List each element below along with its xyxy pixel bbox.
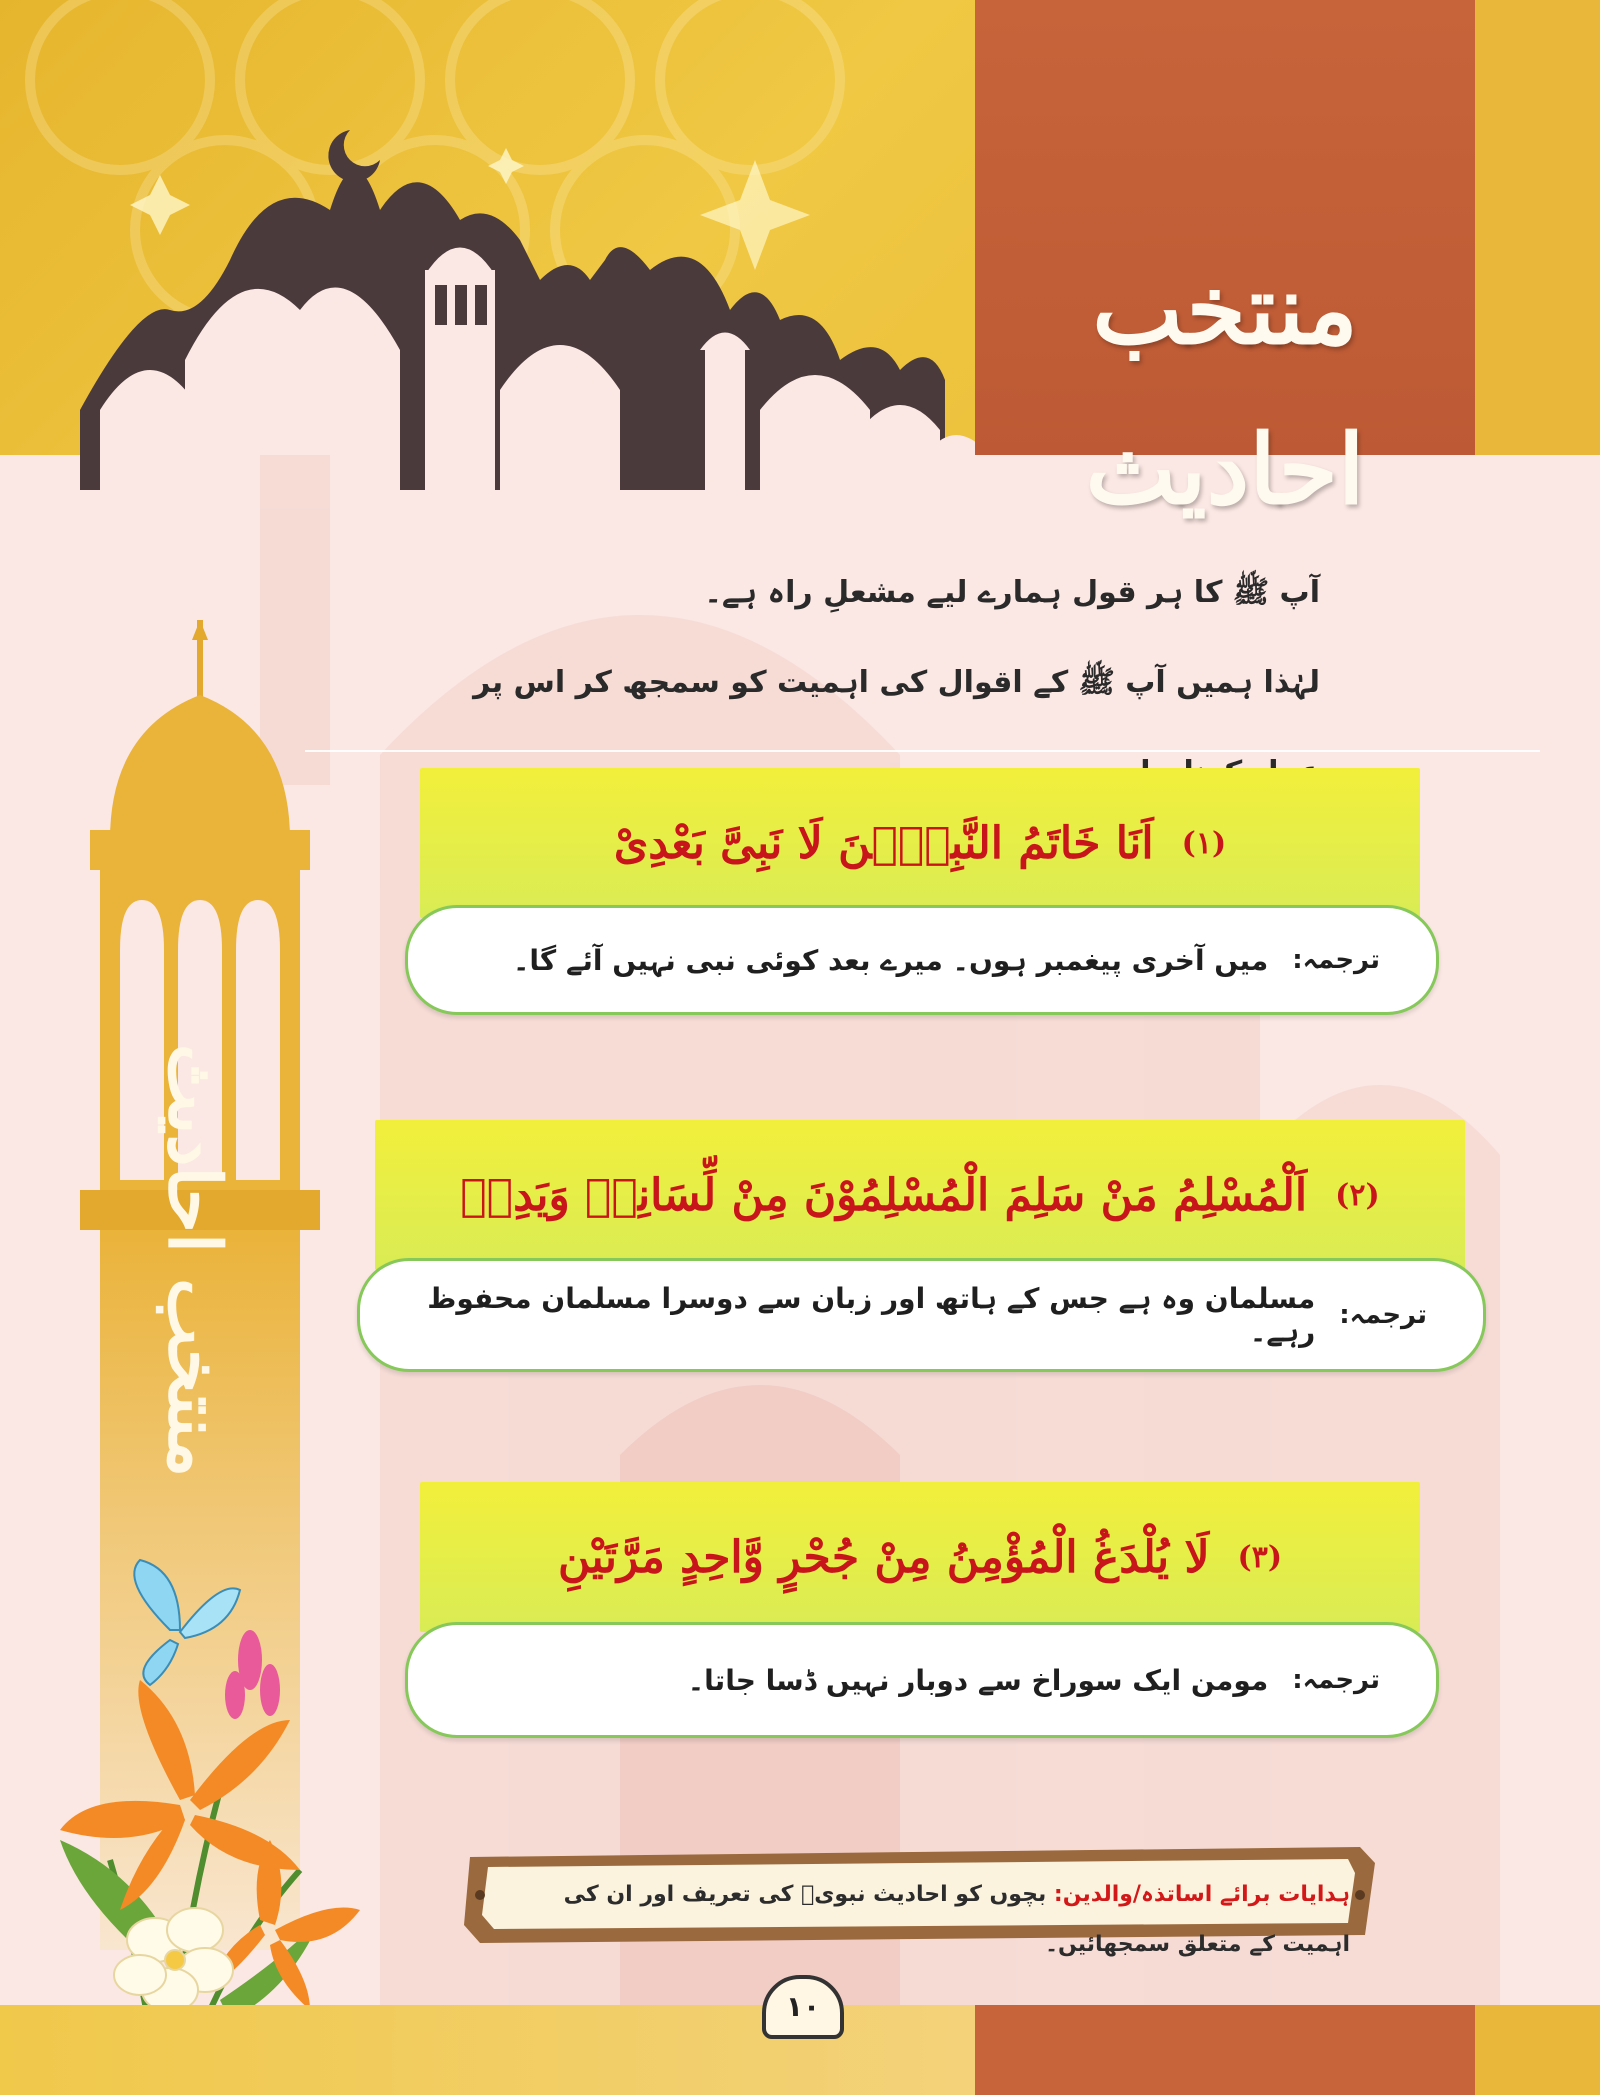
butterfly-icon [134,1560,240,1685]
instructions-text [500,1870,1350,1957]
hadith-number-1: (۱) [1181,825,1227,861]
crescent-icon [328,130,380,182]
translation-text-3: مومن ایک سوراخ سے دوبار نہیں ڈسا جاتا۔ [687,1663,1269,1697]
translation-text-2: مسلمان وہ ہے جس کے ہاتھ اور زبان سے دوسرا مسلمان محفوظ رہے۔ [427,1282,1316,1348]
instructions-label: ہدایات برائے اساتذہ/والدین: [1053,1882,1350,1907]
translation-text-1: میں آخری پیغمبر ہوں۔ میرے بعد کوئی نبی نہیں آئے گا۔ [513,943,1269,977]
hadith-arabic-1 [420,768,1420,918]
footer-right-band [1475,2005,1600,2095]
side-banner-text: منتخب احادیث [152,1043,238,1477]
side-banner-title [95,1043,295,1477]
title-strip [1475,0,1600,455]
hadith-text-1: اَنَا خَاتَمُ النَّبِیّٖنَ لَا نَبِیَّ بَعْدِیْ [613,817,1154,869]
translation-label-2: ترجمہ: [1339,1300,1427,1330]
translation-box-1 [405,905,1439,1015]
hadith-text-2: اَلْمُسْلِمُ مَنْ سَلِمَ الْمُسْلِمُوْنَ مِنْ لِّسَانِهٖ وَيَدِهٖ [460,1169,1308,1221]
hadith-number-2: (۲) [1335,1177,1380,1213]
hadith-text-3: لَا يُلْدَغُ الْمُؤْمِنُ مِنْ جُحْرٍ وَّاحِدٍ مَرَّتَيْنِ [557,1531,1210,1583]
translation-label-3: ترجمہ: [1292,1665,1380,1695]
instructions-body: بچوں کو احادیث نبویؐ کی تعریف اور ان کی اہمیت کے متعلق سمجھائیں۔ [563,1882,1350,1957]
intro-line-1: آپ ﷺ کا ہر قول ہمارے لیے مشعلِ راہ ہے۔ [704,575,1320,610]
divider [305,750,1540,752]
page-title: منتخب احادیث [1085,253,1365,526]
translation-label-1: ترجمہ: [1292,945,1380,975]
hadith-arabic-2 [375,1120,1465,1270]
page-number: ۱۰ [762,1975,844,2039]
translation-box-2 [357,1258,1486,1372]
pink-flower-icon [225,1630,280,1719]
translation-box-3 [405,1622,1439,1738]
intro-line-2: لہٰذا ہمیں آپ ﷺ کے اقوال کی اہمیت کو سمجھ کر اس پر [473,665,1320,700]
footer-middle-band [975,2005,1475,2095]
hadith-arabic-3 [420,1482,1420,1632]
hadith-number-3: (۳) [1237,1539,1283,1575]
mosque-skyline [0,110,1000,490]
